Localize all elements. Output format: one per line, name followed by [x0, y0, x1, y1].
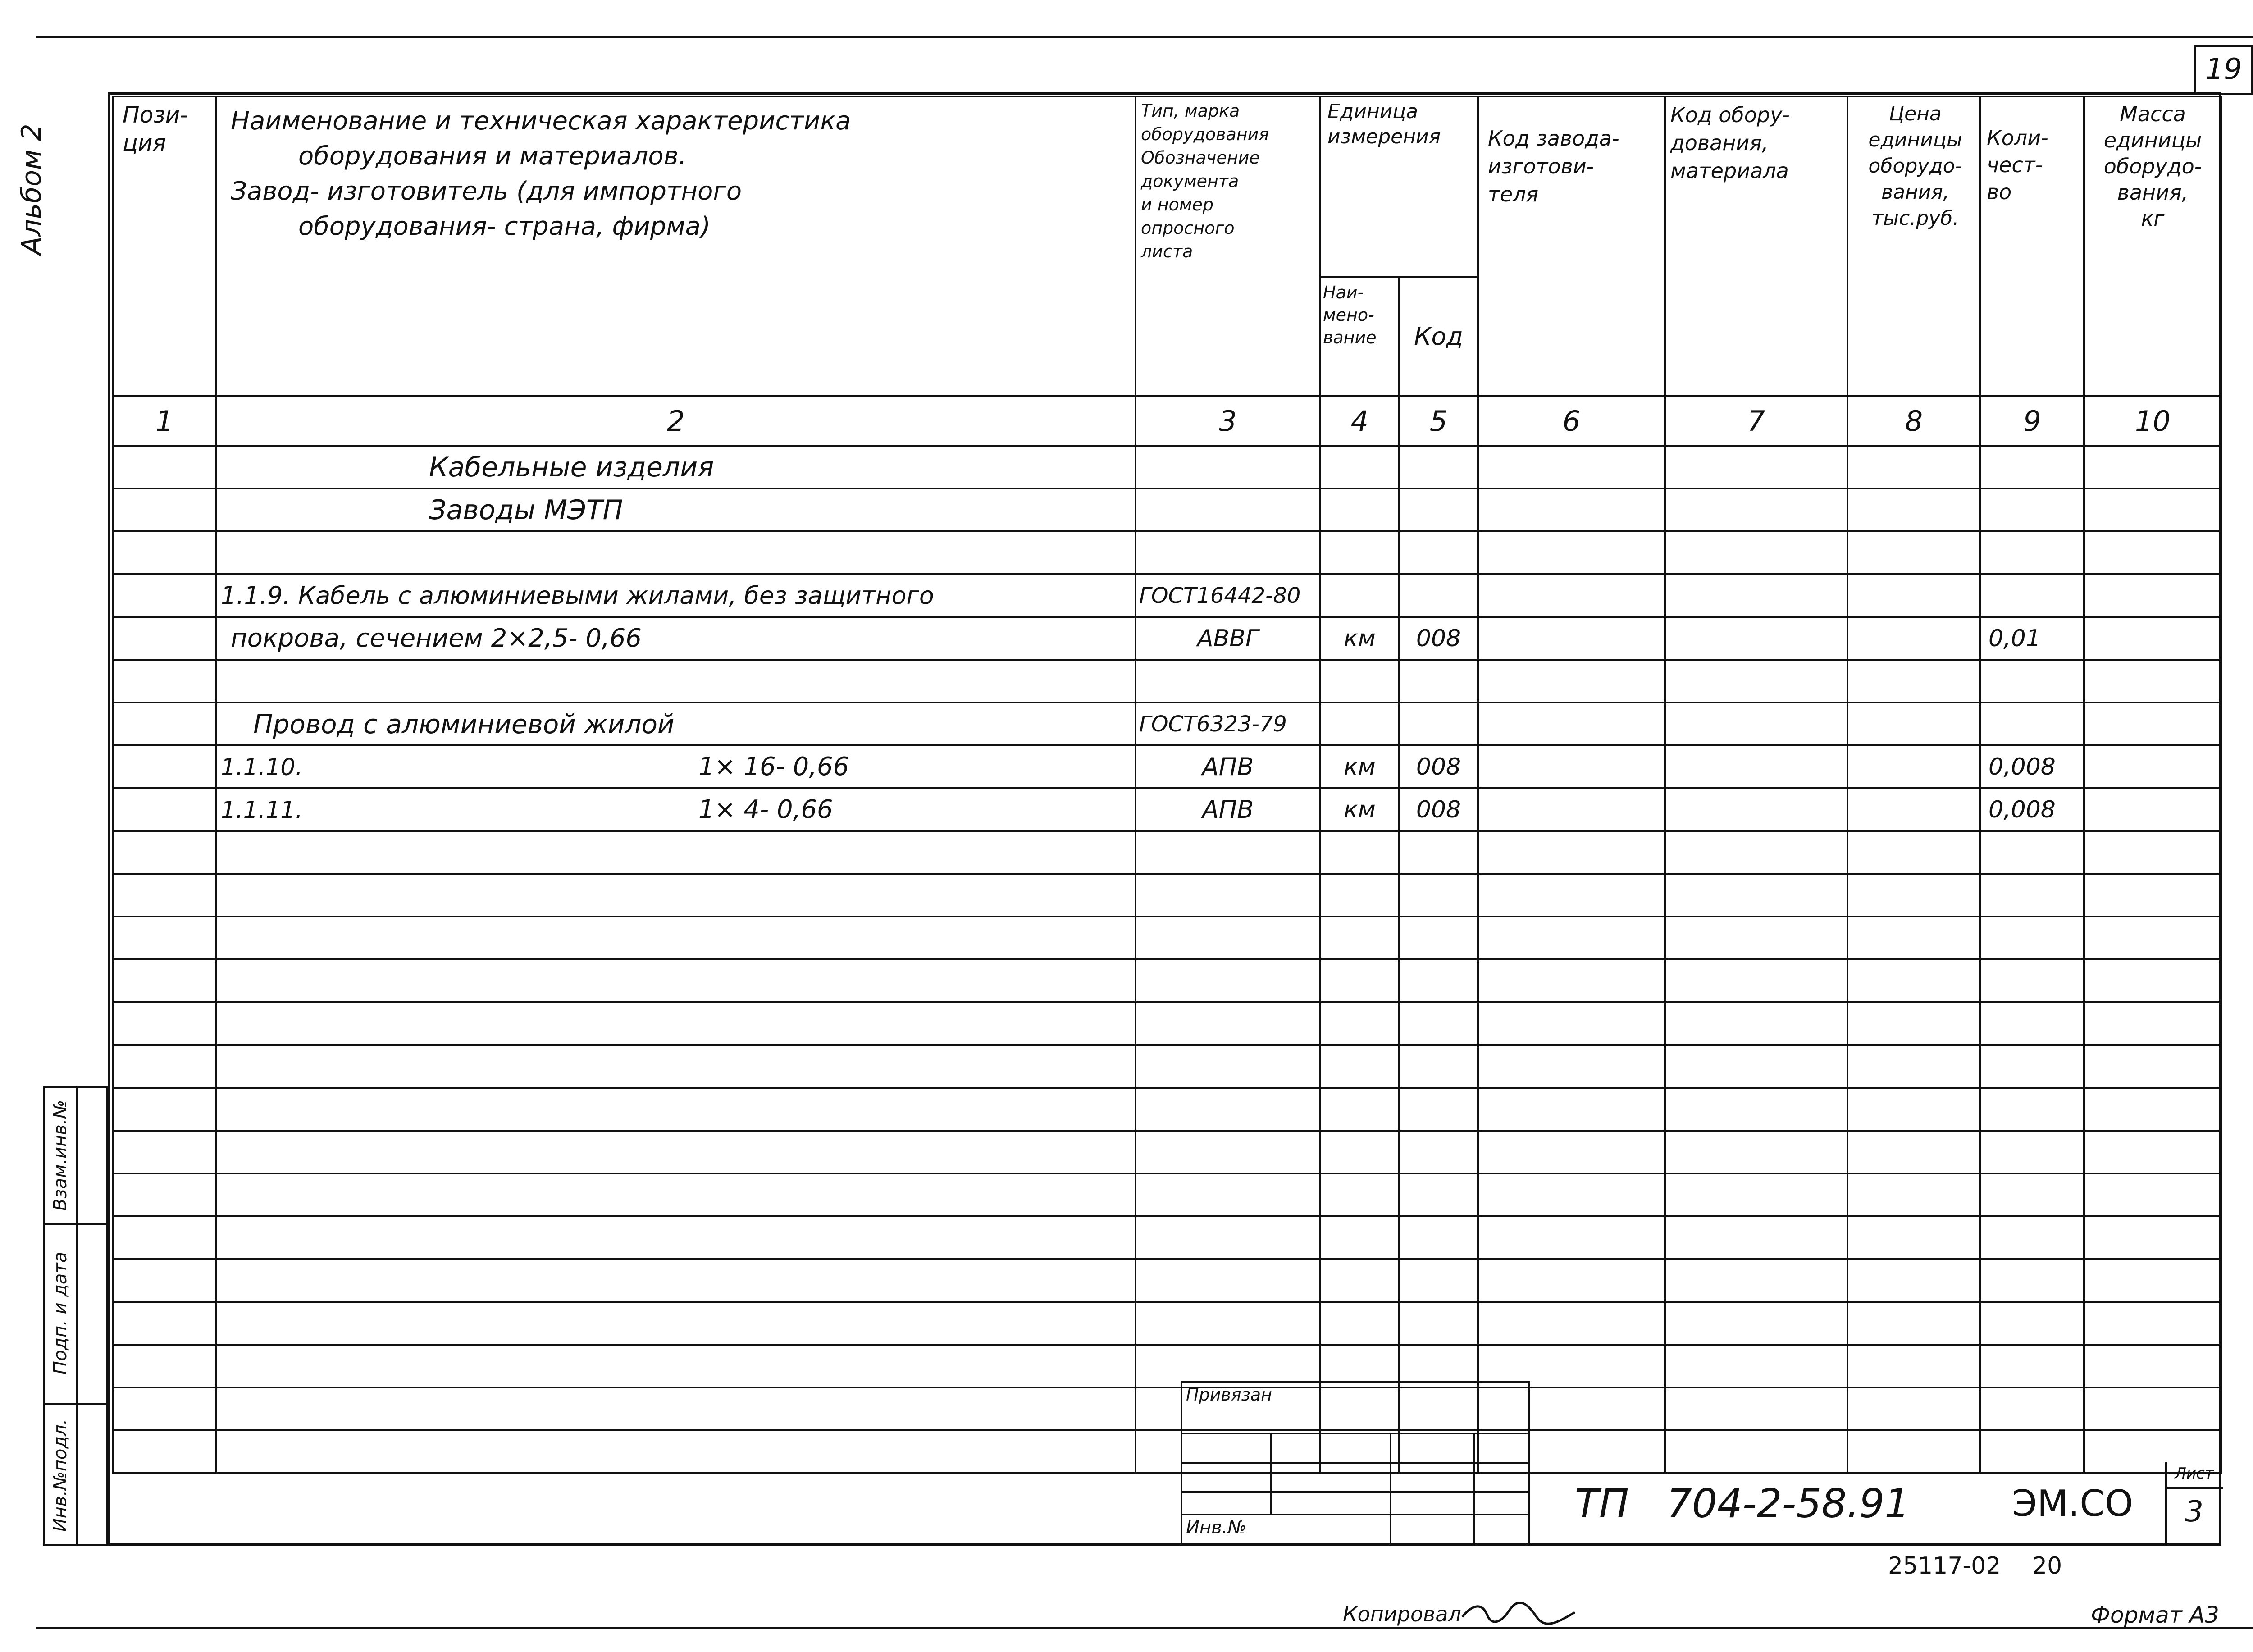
row-name: 1.1.9. Кабель с алюминиевыми жилами, без защитного [221, 581, 934, 610]
row-quantity: 0,01 [1988, 625, 2041, 652]
top-border-line [36, 36, 2253, 38]
row-name: Заводы МЭТП [429, 494, 623, 526]
col-price-header: Цена единицы оборудо- вания, тыс.руб. [1868, 102, 1962, 230]
row-type: АВВГ [1197, 625, 1259, 652]
table-row [113, 574, 2221, 617]
table-row [113, 488, 2221, 531]
column-number-8: 8 [1905, 404, 1923, 438]
col-name-header-line3: Завод- изготовитель (для импортного [231, 177, 742, 206]
row-name: Кабельные изделия [429, 451, 714, 483]
col-position-header: Пози- ция [123, 102, 188, 156]
column-number-6: 6 [1562, 404, 1581, 438]
column-number-4: 4 [1350, 404, 1369, 438]
side-stamp [43, 1086, 108, 1546]
side-stamp-replace-inv: Взам.инв.№ [50, 1100, 71, 1211]
binding-title: Привязан [1186, 1385, 1272, 1405]
footer-format: Формат А3 [2091, 1602, 2219, 1628]
row-unit: км [1344, 753, 1376, 780]
col-name-header [217, 97, 1135, 251]
column-number-5: 5 [1429, 404, 1448, 438]
table-row [113, 1259, 2221, 1302]
table-row [113, 531, 2221, 574]
binding-divider [1390, 1433, 1391, 1544]
binding-divider [1182, 1491, 1528, 1493]
binding-divider [1473, 1433, 1475, 1544]
title-sheet-box [2165, 1462, 2221, 1546]
table-row [113, 1216, 2221, 1259]
table-row [113, 1045, 2221, 1088]
title-sheet-value: 3 [2185, 1495, 2203, 1529]
col-name-header-line4: оборудования- страна, фирма) [298, 212, 711, 241]
header-row [113, 96, 2221, 277]
column-number-10: 10 [2135, 404, 2171, 438]
col-name-header-line1: Наименование и техническая характеристика [231, 106, 851, 136]
row-spec: 1× 16- 0,66 [698, 752, 849, 781]
title-sheet-divider [2167, 1487, 2223, 1489]
table-row [113, 1173, 2221, 1216]
side-stamp-sign-date: Подп. и дата [50, 1251, 71, 1375]
table-row [113, 874, 2221, 917]
table-row [113, 446, 2221, 488]
column-number-3: 3 [1219, 404, 1237, 438]
col-factory-code-header: Код завода- изготови- теля [1488, 126, 1619, 206]
side-stamp-inv-orig: Инв.№подл. [50, 1419, 71, 1532]
col-mass-header: Масса единицы оборудо- вания, кг [2103, 102, 2202, 231]
table-row [113, 703, 2221, 745]
col-unit-name-header: Наи- мено- вание [1323, 283, 1377, 347]
row-code: 008 [1416, 796, 1461, 823]
column-number-1: 1 [155, 404, 173, 438]
row-name: покрова, сечением 2×2,5- 0,66 [231, 624, 642, 653]
table-row [113, 1002, 2221, 1045]
row-code: 008 [1416, 625, 1461, 652]
row-type: АПВ [1202, 795, 1254, 824]
row-position: 1.1.11. [221, 797, 303, 824]
row-quantity: 0,008 [1988, 796, 2056, 823]
title-sheet-label: Лист [2175, 1465, 2214, 1483]
sheet-number-box [2194, 45, 2253, 95]
table-row [113, 745, 2221, 788]
table-row [113, 1345, 2221, 1387]
title-section: ЭМ.СО [2012, 1483, 2134, 1524]
col-quantity-header: Коли- чест- во [1987, 126, 2048, 204]
table-row [113, 788, 2221, 831]
row-type: ГОСТ6323-79 [1139, 711, 1287, 737]
copier-signature [1460, 1599, 1577, 1626]
binding-divider [1182, 1514, 1528, 1515]
table-row [113, 959, 2221, 1002]
column-numbers-row [113, 396, 2221, 446]
footer-order-number: 25117-02 [1888, 1552, 2001, 1579]
row-type: ГОСТ16442-80 [1139, 583, 1301, 608]
row-type: АПВ [1202, 753, 1254, 781]
footer-copied-by: Копировал [1343, 1602, 1461, 1626]
col-unit-code-header: Код [1414, 322, 1463, 351]
table-row [113, 917, 2221, 959]
row-name: Провод с алюминиевой жилой [253, 708, 675, 739]
col-unit-group-header: Единица измерения [1327, 100, 1441, 148]
table-row [113, 660, 2221, 703]
binding-block [1181, 1381, 1530, 1546]
col-type-header: Тип, марка оборудования Обозначение документа и номер опросного листа [1141, 101, 1269, 261]
binding-divider [1270, 1433, 1272, 1514]
signature-scribble [1460, 1599, 1577, 1626]
binding-divider [1182, 1433, 1528, 1434]
row-unit: км [1344, 625, 1376, 652]
bottom-border-line [36, 1627, 2253, 1629]
side-stamp-divider [76, 1088, 78, 1544]
album-label: Альбом 2 [16, 123, 47, 255]
table-row [113, 617, 2221, 660]
table-row [113, 1088, 2221, 1131]
sheet-number-top: 19 [2205, 53, 2242, 86]
column-number-2: 2 [667, 404, 685, 438]
table-row [113, 1131, 2221, 1173]
table-row [113, 1302, 2221, 1345]
row-position: 1.1.10. [221, 754, 303, 781]
binding-divider [1182, 1462, 1528, 1464]
row-spec: 1× 4- 0,66 [698, 795, 833, 824]
row-quantity: 0,008 [1988, 753, 2056, 780]
binding-inv: Инв.№ [1186, 1517, 1246, 1538]
title-block [1530, 1462, 2221, 1546]
column-number-7: 7 [1747, 404, 1765, 438]
col-equipment-code-header: Код обору- дования, материала [1670, 103, 1790, 183]
specification-table [112, 96, 2222, 1474]
title-code: ТП 704-2-58.91 [1575, 1480, 1910, 1527]
table-row [113, 831, 2221, 874]
row-code: 008 [1416, 753, 1461, 780]
col-name-header-line2: оборудования и материалов. [298, 141, 687, 171]
column-number-9: 9 [2023, 404, 2041, 438]
row-unit: км [1344, 796, 1376, 823]
footer-order-sheet: 20 [2032, 1552, 2062, 1579]
table-row [113, 1387, 2221, 1430]
